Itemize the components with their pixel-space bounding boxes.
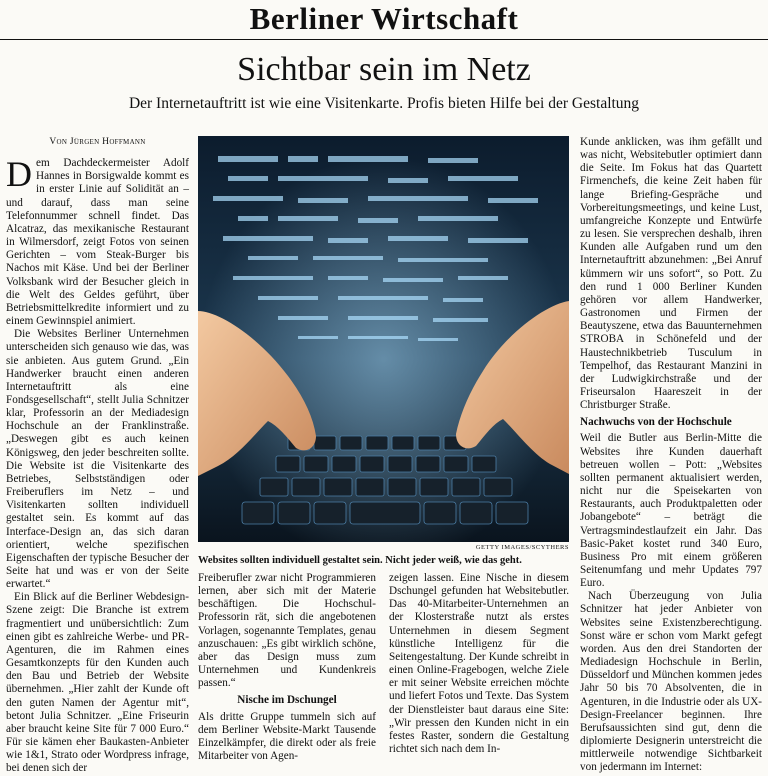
article-column-3 [389, 572, 569, 768]
subhead-nische: Nische im Dschungel [237, 694, 337, 707]
paragraph: Als dritte Gruppe tummeln sich auf dem Berliner Website-Markt Tausende Einzelkämpfer, die direkt oder als freie Mitarbeiter von Agen- [198, 710, 376, 763]
paragraph: em Dachdeckermeister Adolf Hannes in Borsigwalde kommt es in erster Linie auf Solidität an – und darauf, dass man seine Telefonnummer schnell findet. Das Alcatraz, das mexikanische Restaurant in Wilmersdorf, zeigt Fotos von seinen Gerichten – vom Steak-Burger bis Nachos mit Käse. Und bei der Berliner Volksbank wird der Besucher gleich in die Welt des Geldes geführt, über Betriebsmittelkredite informiert und zu einem Gewinnspiel animiert. [6, 157, 189, 328]
paragraph: Weil die Butler aus Berlin-Mitte die Websites ihre Kunden dauerhaft betreuen wollen – Pott: „Websites sollten permanent aktualisiert werden, nicht nur die Speisekarten von Restaurants, auch Produktpaletten oder Jobangebote“ – beträgt die Vertragsmindestlaufzeit ein Jahr. Das Basic-Paket kostet rund 340 Euro, Business Pro mit einem größeren Seitenumfang und mehr Updates 797 Euro. [580, 432, 762, 590]
photo-caption: Websites sollten individuell gestaltet sein. Nicht jeder weiß, wie das geht. [198, 555, 522, 566]
subheadline: Der Internetauftritt ist wie eine Visitenkarte. Profis bieten Hilfe bei der Gestaltung [128, 95, 640, 112]
photo-credit: GETTY IMAGES/SCYTHERS [475, 544, 569, 551]
article-column-1 [6, 136, 189, 775]
section-rule [0, 39, 768, 40]
keyboard-hands-illustration [198, 136, 569, 542]
headline: Sichtbar sein im Netz [237, 51, 531, 88]
paragraph: Kunde anklicken, was ihm gefällt und was nicht, Websitebutler optimiert dann die Seite. Im Fokus hat das Quartett Firmenchefs, die keine Zeit haben für lange Briefing-Gespräche und Vorbereitungsmeetings, und keine Lust, umfangreiche Konzepte und Entwürfe zu lesen. Sie versprechen deshalb, ihren Kunden alle Aufgaben rund um den Internetauftritt abzunehmen: „Bei Anruf kümmern wir uns sofort“, so Pott. Zu den rund 1 000 Berliner Kunden gehören vor allem Handwerker, Gastronomen und Firmen der Beautyszene, etwa das Bauunternehmen STROBA in Schönefeld und der Haustechnikbetrieb Tusculum in Tempelhof, das Restaurant Manzini in der Ludwigkirchstraße und der Friseursalon Haareszeit in der Christburger Straße. [580, 136, 762, 412]
article-photo [198, 136, 569, 542]
paragraph: Freiberufler zwar nicht Programmieren lernen, aber sich mit der Materie beschäftigen. Die Hochschul-Professorin rät, sich die angebotenen Vorlagen, sogenannte Templates, genau anzuschauen: „Es gibt wirklich schöne, aber das Design muss zum Unternehmen und Kundenkreis passen.“ [198, 572, 376, 690]
article-column-2 [198, 572, 376, 768]
paragraph: Die Websites Berliner Unternehmen unterscheiden sich genauso wie das, was sie anbieten. Aus gutem Grund. „Ein Handwerker braucht einen anderen Internetauftritt als eine Fondsgesellschaft“, stellt Julia Schnitzer klar, Professorin an der Mediadesign Hochschule an der Franklinstraße. „Deswegen gibt es auch keinen Königsweg, den jeder beschreiten sollte. Die Website ist die Visitenkarte des Betriebes, Selbstständigen oder Freiberuflers im Netz – und Visitenkarten sollten individuell gestaltet sein. Es kommt auf das Interface-Design an, das sich daran orientiert, welche spezifischen Eigenschaften der typische Besucher der Seite hat und was er von der Seite erwartet.“ [6, 328, 189, 591]
paragraph: zeigen lassen. Eine Nische in diesem Dschungel gefunden hat Websitebutler. Das 40-Mitarbeiter-Unternehmen an der Klosterstraße nutzt als erstes Unternehmen in diesem Segment künstliche Intelligenz für die Seitengestaltung. Der Kunde schreibt in einen Online-Fragebogen, welche Ziele er mit seiner Website erreichen möchte und liefert Fotos und Texte. Das System der Dienstleister baut daraus eine Site: „Wir pressen den Kunden nicht in ein festes Raster, sondern die Gestaltung richtet sich nach dem In- [389, 572, 569, 756]
paragraph: Nach Überzeugung von Julia Schnitzer hat jeder Anbieter von Websites seine Existenzberechtigung. Sonst wäre er schon vom Markt gefegt worden. Aus den drei Standorten der Mediadesign Hochschule in Berlin, Düsseldorf und München kommen jedes Jahr 50 bis 70 Absolventen, die in Agenturen, in die Industrie oder als UX-Design-Freelancer beginnen. Ihre Berufsaussichten sind gut, denn die diplomierte Designerin unterstreicht die mittlerweile notwendige Sichtbarkeit von jedermann im Internet: [580, 590, 762, 774]
article-column-4 [580, 136, 762, 774]
byline: Von Jürgen Hoffmann [49, 137, 146, 147]
paragraph: Ein Blick auf die Berliner Webdesign-Szene zeigt: Die Branche ist extrem fragmentiert und unübersichtlich: Zum einen gibt es zahlreiche Werbe- und PR-Agenturen, die im Rahmen eines Gesamtkonzepts für den Kunden auch den Bau und Betrieb der Website übernehmen. „Hier zahlt der Kunde oft den guten Namen der Agentur mit“, betont Julia Schnitzer. „Eine Friseurin aber braucht keine Site für 7 000 Euro.“ Für sie kämen eher Baukasten-Anbieter wie 1&1, Strato oder Wordpress infrage, bei denen sich der [6, 591, 189, 775]
subhead-nachwuchs: Nachwuchs von der Hochschule [580, 416, 732, 429]
dropcap: D [6, 154, 32, 195]
section-title: Berliner Wirtschaft [249, 1, 519, 36]
